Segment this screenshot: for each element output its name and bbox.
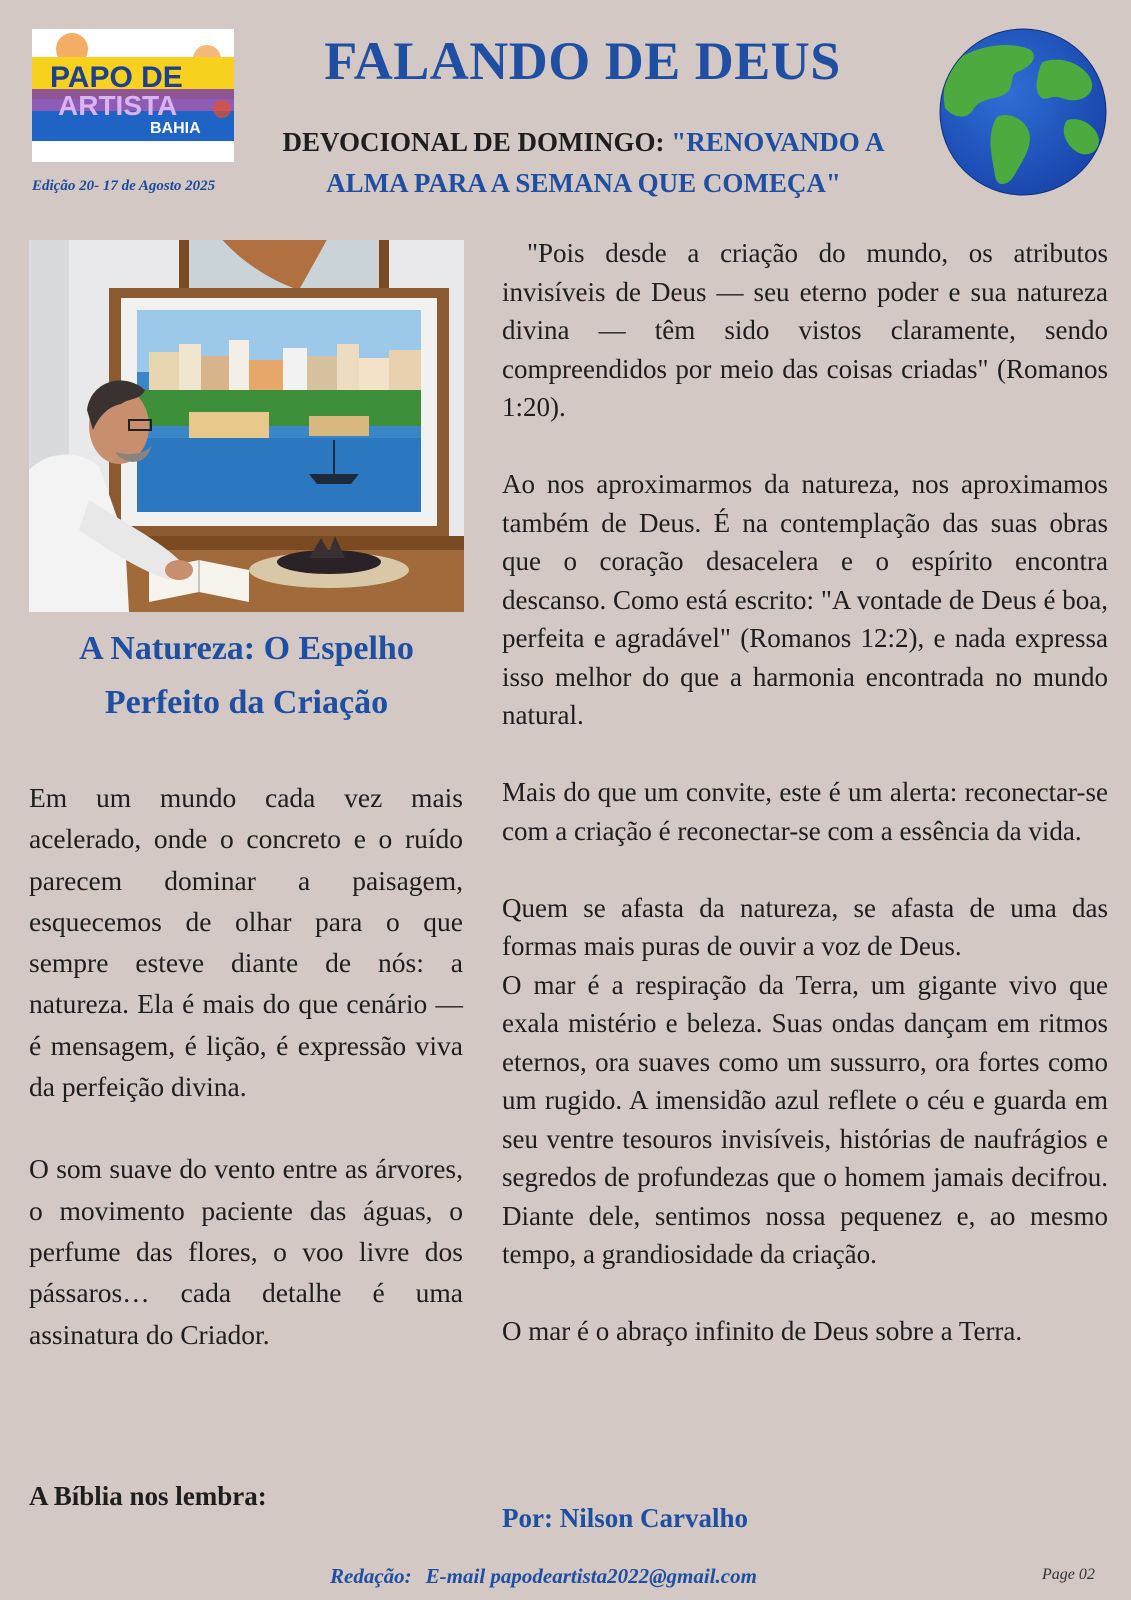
author-byline: Por: Nilson Carvalho (502, 1503, 748, 1533)
right-paragraph-1: "Pois desde a criação do mundo, os atributos invisíveis de Deus — seu eterno poder e sua natureza divina — têm sido vistos claramente, sendo compreendidos por meio das coisas criadas" (Romanos 1:20). (502, 238, 1108, 422)
right-paragraph-3: Mais do que um convite, este é um alerta: reconectar-se com a criação é reconectar-se com a essência da vida. (502, 777, 1108, 846)
footer-contact (330, 1564, 757, 1589)
page-subtitle (282, 122, 885, 204)
logo-line3: BAHIA (150, 120, 201, 137)
footer-label: Redação: (330, 1564, 412, 1588)
bible-label: A Bíblia nos lembra: (29, 1481, 267, 1511)
earth-globe-icon (939, 28, 1107, 196)
logo-line1: PAPO DE (50, 61, 183, 94)
left-paragraph-1: Em um mundo cada vez mais acelerado, onde o concreto e o ruído parecem dominar a paisagem, esquecemos de olhar para o que sempre esteve diante de nós: a natureza. Ela é mais do que cenário — é mensagem, é lição, é expressão viva da perfeição divina. (29, 782, 463, 1103)
papo-de-artista-logo (32, 29, 234, 162)
left-paragraph-2: O som suave do vento entre as árvores, o movimento paciente das águas, o perfume das flores, o voo livre dos pássaros… cada detalhe é uma assinatura do Criador. (29, 1153, 463, 1350)
footer-email: E-mail papodeartista2022@gmail.com (425, 1564, 757, 1588)
right-paragraph-4: Quem se afasta da natureza, se afasta de uma das formas mais puras de ouvir a voz de Deus. (502, 892, 1108, 961)
right-paragraph-5: O mar é a respiração da Terra, um gigante vivo que exala mistério e beleza. Suas ondas dançam em ritmos eternos, ora suaves como um sussurro, ora fortes como um rugido. A imensidão azul reflete o céu e guarda em seu ventre tesouros invisíveis, histórias de naufrágios e segredos de profundezas que o homem jamais decifrou. Diante dele, sentimos nossa pequenez e, ao mesmo tempo, a grandiosidade da criação. (502, 969, 1108, 1269)
right-paragraph-6: O mar é o abraço infinito de Deus sobre a Terra. (502, 1316, 1023, 1346)
right-paragraph-2: Ao nos aproximarmos da natureza, nos aproximamos também de Deus. É na contemplação das suas obras que o coração desacelera e o espírito encontra descanso. Como está escrito: "A vontade de Deus é boa, perfeita e agradável" (Romanos 12:2), e nada expressa isso melhor do que a harmonia encontrada no mundo natural. (502, 469, 1108, 730)
subtitle-quote: "RENOVANDO A ALMA PARA A SEMANA QUE COMEÇA" (326, 127, 885, 198)
article-photo (29, 240, 464, 612)
logo-line2: ARTISTA (58, 90, 178, 121)
edition-date: Edição 20- 17 de Agosto 2025 (32, 178, 216, 194)
subtitle-lead: DEVOCIONAL DE DOMINGO: (282, 127, 665, 157)
right-column (502, 234, 1108, 1351)
page-title: FALANDO DE DEUS (324, 31, 841, 91)
left-column (29, 777, 463, 1355)
page-number: Page 02 (1042, 1566, 1095, 1583)
article-title: A Natureza: O Espelho Perfeito da Criação (79, 630, 414, 721)
